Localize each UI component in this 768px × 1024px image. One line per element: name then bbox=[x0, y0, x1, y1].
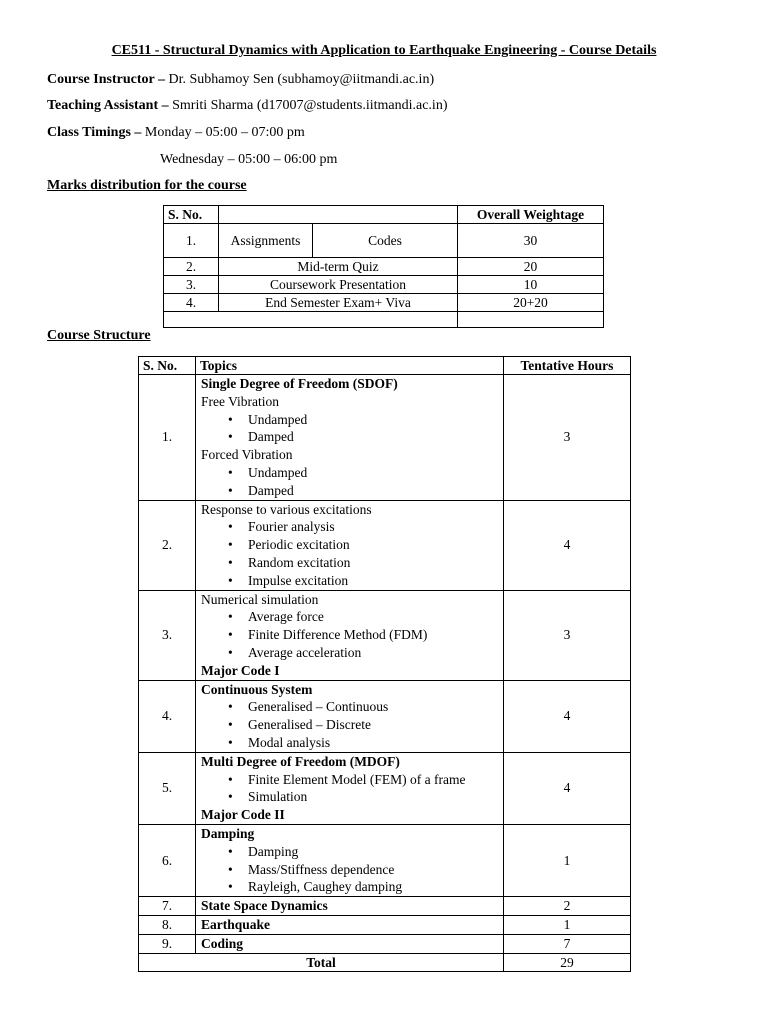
table-row bbox=[139, 375, 631, 501]
cell-sno: 4. bbox=[164, 294, 219, 312]
cell-topic: State Space Dynamics bbox=[196, 897, 504, 916]
table-row bbox=[139, 897, 631, 916]
cell-sno: 8. bbox=[139, 915, 196, 934]
table-header-row bbox=[139, 357, 631, 375]
cell-topic bbox=[196, 375, 504, 501]
list-item: • Generalised – Discrete bbox=[248, 716, 499, 734]
table-row bbox=[139, 934, 631, 953]
topic-bullets bbox=[201, 698, 499, 751]
topic-subheading: Forced Vibration bbox=[201, 447, 293, 463]
cell-weight: 10 bbox=[458, 276, 604, 294]
cell-item: Assignments bbox=[219, 224, 313, 258]
list-item: • Generalised – Continuous bbox=[248, 698, 499, 716]
list-item: • Random excitation bbox=[248, 554, 499, 572]
cell-hours: 4 bbox=[504, 500, 631, 590]
cell-hours: 1 bbox=[504, 824, 631, 896]
list-item: • Simulation bbox=[248, 788, 499, 806]
cell-weight: 30 bbox=[458, 224, 604, 258]
timings-label: Class Timings – bbox=[47, 125, 142, 140]
cell-topic bbox=[196, 752, 504, 824]
timings-line bbox=[47, 125, 305, 141]
cell-hours: 1 bbox=[504, 915, 631, 934]
table-header-row bbox=[164, 206, 604, 224]
table-row bbox=[139, 500, 631, 590]
cell-sno: 4. bbox=[139, 680, 196, 752]
col-topics-header: Topics bbox=[196, 357, 504, 375]
table-row bbox=[164, 224, 604, 258]
topic-bullets bbox=[201, 608, 499, 661]
cell-topic bbox=[196, 680, 504, 752]
list-item: • Modal analysis bbox=[248, 734, 499, 752]
cell-item: Mid-term Quiz bbox=[219, 258, 458, 276]
cell-sno: 6. bbox=[139, 824, 196, 896]
cell-hours: 7 bbox=[504, 934, 631, 953]
topic-subheading: Response to various excitations bbox=[201, 501, 372, 517]
list-item: • Average acceleration bbox=[248, 644, 499, 662]
cell-topic bbox=[196, 500, 504, 590]
cell-topic: Coding bbox=[196, 934, 504, 953]
instructor-label: Course Instructor – bbox=[47, 72, 165, 87]
cell-sno: 2. bbox=[164, 258, 219, 276]
topic-title: Continuous System bbox=[201, 681, 313, 697]
cell-hours: 4 bbox=[504, 752, 631, 824]
list-item: • Fourier analysis bbox=[248, 518, 499, 536]
col-sno-header: S. No. bbox=[164, 206, 219, 224]
marks-heading: Marks distribution for the course bbox=[47, 178, 247, 193]
topic-footer: Major Code I bbox=[201, 662, 280, 678]
col-hours-header: Tentative Hours bbox=[504, 357, 631, 375]
table-row bbox=[139, 752, 631, 824]
topic-footer: Major Code II bbox=[201, 807, 285, 823]
topic-title: Single Degree of Freedom (SDOF) bbox=[201, 376, 398, 391]
list-item: • Rayleigh, Caughey damping bbox=[248, 878, 499, 896]
topic-bullets bbox=[201, 411, 499, 447]
table-row bbox=[139, 915, 631, 934]
cell-item: Coursework Presentation bbox=[219, 276, 458, 294]
topic-bullets bbox=[201, 464, 499, 500]
list-item: • Finite Element Model (FEM) of a frame bbox=[248, 771, 499, 789]
list-item: • Periodic excitation bbox=[248, 536, 499, 554]
total-hours: 29 bbox=[504, 953, 631, 972]
cell-sno: 1. bbox=[139, 375, 196, 501]
ta-label: Teaching Assistant – bbox=[47, 98, 169, 113]
list-item: • Impulse excitation bbox=[248, 572, 499, 590]
table-row bbox=[164, 276, 604, 294]
cell-weight: 20 bbox=[458, 258, 604, 276]
cell-hours: 3 bbox=[504, 375, 631, 501]
cell-sub: Codes bbox=[313, 224, 458, 258]
cell-item: End Semester Exam+ Viva bbox=[219, 294, 458, 312]
list-item: • Damped bbox=[248, 428, 499, 446]
topic-bullets bbox=[201, 518, 499, 589]
topic-bullets bbox=[201, 843, 499, 896]
list-item: • Finite Difference Method (FDM) bbox=[248, 626, 499, 644]
cell-sno: 2. bbox=[139, 500, 196, 590]
cell-hours: 2 bbox=[504, 897, 631, 916]
table-row bbox=[164, 258, 604, 276]
cell-weight: 20+20 bbox=[458, 294, 604, 312]
cell-sno: 1. bbox=[164, 224, 219, 258]
course-table bbox=[138, 356, 631, 972]
total-label: Total bbox=[139, 953, 504, 972]
table-row bbox=[139, 680, 631, 752]
timings-monday: Monday – 05:00 – 07:00 pm bbox=[144, 125, 305, 140]
topic-title: Multi Degree of Freedom (MDOF) bbox=[201, 753, 400, 769]
topic-bullets bbox=[201, 771, 499, 807]
topic-title: Damping bbox=[201, 825, 255, 841]
list-item: • Undamped bbox=[248, 411, 499, 429]
instructor-value: Dr. Subhamoy Sen (subhamoy@iitmandi.ac.in) bbox=[168, 72, 435, 87]
instructor-line bbox=[47, 72, 434, 88]
cell-topic bbox=[196, 590, 504, 680]
ta-line bbox=[47, 98, 447, 114]
course-heading: Course Structure bbox=[47, 328, 151, 343]
cell-sno: 5. bbox=[139, 752, 196, 824]
timings-wednesday: Wednesday – 05:00 – 06:00 pm bbox=[160, 152, 338, 167]
table-total-row bbox=[139, 953, 631, 972]
list-item: • Undamped bbox=[248, 464, 499, 482]
cell-sno: 7. bbox=[139, 897, 196, 916]
marks-table bbox=[163, 205, 604, 328]
cell-sno: 3. bbox=[164, 276, 219, 294]
cell-sno: 3. bbox=[139, 590, 196, 680]
list-item: • Mass/Stiffness dependence bbox=[248, 861, 499, 879]
col-item-header bbox=[219, 206, 458, 224]
table-row bbox=[139, 824, 631, 896]
col-sno-header: S. No. bbox=[139, 357, 196, 375]
topic-subheading: Numerical simulation bbox=[201, 591, 319, 607]
cell-topic bbox=[196, 824, 504, 896]
cell-empty bbox=[458, 312, 604, 328]
list-item: • Damping bbox=[248, 843, 499, 861]
cell-empty bbox=[164, 312, 458, 328]
table-row bbox=[164, 294, 604, 312]
table-row-empty bbox=[164, 312, 604, 328]
cell-sno: 9. bbox=[139, 934, 196, 953]
cell-topic: Earthquake bbox=[196, 915, 504, 934]
list-item: • Average force bbox=[248, 608, 499, 626]
cell-hours: 3 bbox=[504, 590, 631, 680]
cell-hours: 4 bbox=[504, 680, 631, 752]
table-row bbox=[139, 590, 631, 680]
topic-subheading: Free Vibration bbox=[201, 393, 280, 409]
ta-value: Smriti Sharma (d17007@students.iitmandi.ac.in) bbox=[172, 98, 448, 113]
page-title: CE511 - Structural Dynamics with Application to Earthquake Engineering - Course Details bbox=[111, 43, 657, 58]
list-item: • Damped bbox=[248, 482, 499, 500]
col-weight-header: Overall Weightage bbox=[458, 206, 604, 224]
